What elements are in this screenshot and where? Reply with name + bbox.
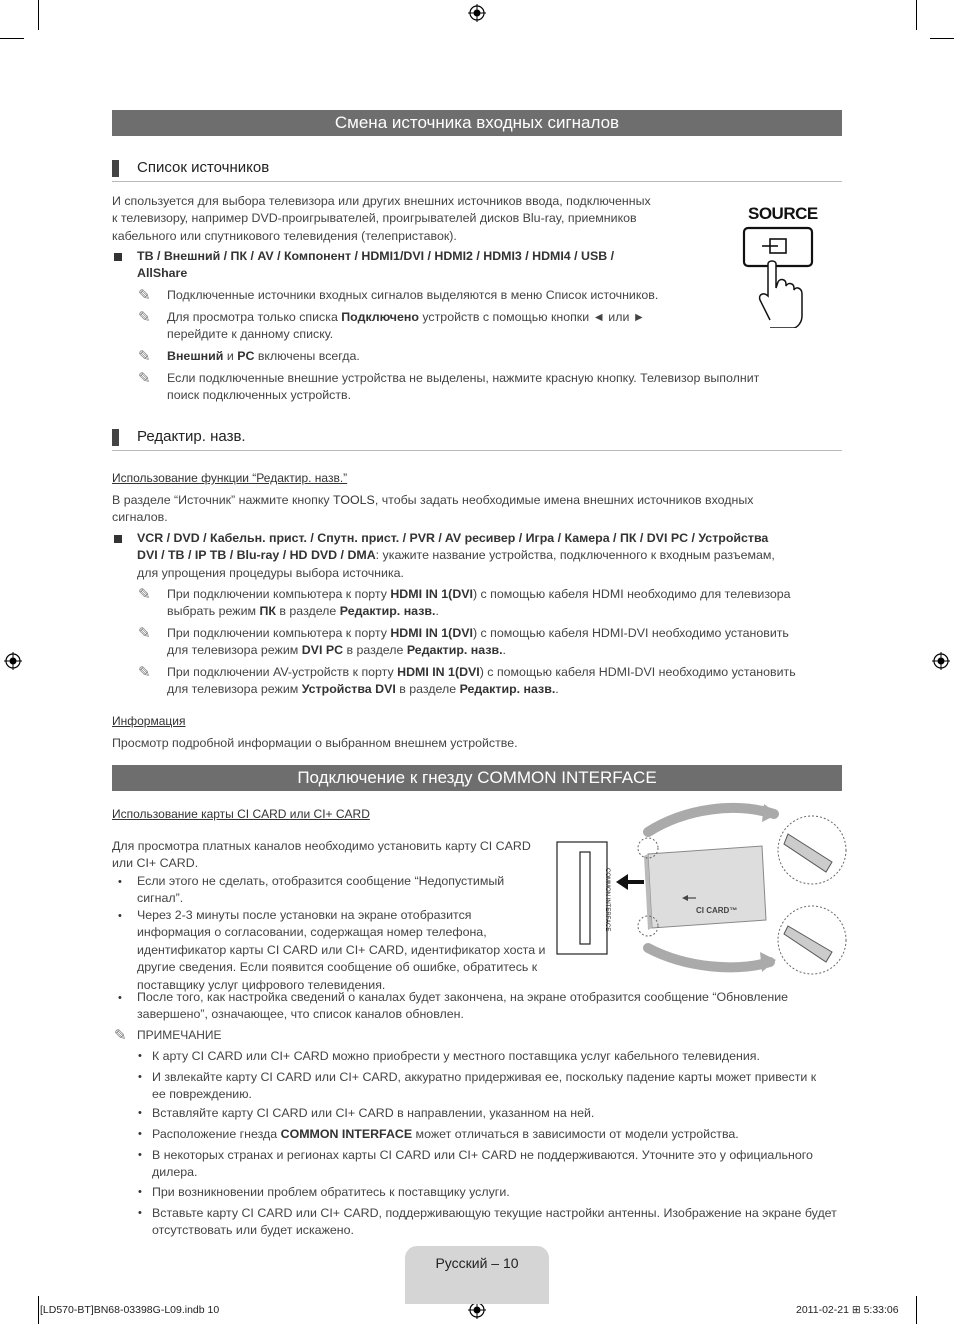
crop-mark — [38, 1296, 39, 1324]
note-text: При подключении компьютера к порту HDMI IN 1(DVI) с помощью кабеля HDMI-DVI необходимо установить для телевизора режим DVI PC в разделе Редактир. назв.. — [167, 626, 789, 658]
note-item: И звлекайте карту CI CARD или CI+ CARD, аккуратно придерживая ее, поскольку падение карты может привести к ее повреждению. — [152, 1070, 817, 1102]
note-text: Если подключенные внешние устройства не выделены, нажмите красную кнопку. Телевизор выполнит поиск подключенных устройств. — [167, 371, 760, 403]
ci-card-label: CI CARD™ — [696, 906, 738, 915]
note-pencil-icon: ✎ — [138, 287, 151, 304]
section-title-input-source: Смена источника входных сигналов — [112, 110, 842, 136]
note-item: При возникновении проблем обратитесь к поставщику услуги. — [152, 1185, 510, 1199]
note-item: Вставьте карту CI CARD или CI+ CARD, поддерживающую текущие настройки антенны. Изображение на экране будет отсутствовать или будет искажено. — [152, 1206, 837, 1238]
bullet-dot: • — [118, 876, 122, 888]
bullet-square — [114, 253, 122, 261]
bullet-dot: • — [138, 1107, 142, 1119]
note-pencil-icon: ✎ — [138, 625, 151, 642]
source-button-hand-icon — [740, 224, 820, 328]
ci-slot-label: COMMON INTERFACE — [604, 868, 610, 932]
print-slug-file: [LD570-BT]BN68-03398G-L09.indb 10 — [40, 1304, 220, 1316]
subheading-text: Редактир. назв. — [137, 428, 246, 445]
note-text: При подключении AV-устройств к порту HDMI IN 1(DVI) с помощью кабеля HDMI-DVI необходимо установить для телевизора режим Устройства DVI в разделе Редактир. назв.. — [167, 665, 796, 697]
note-text: Для просмотра только списка Подключено устройств с помощью кнопки ◄ или ► перейдите к данному списку. — [167, 310, 646, 342]
note-item: К арту CI CARD или CI+ CARD можно приобрести у местного поставщика услуг кабельного телевидения. — [152, 1049, 760, 1063]
subheading-source-list — [112, 159, 842, 182]
note-pencil-icon: ✎ — [138, 309, 151, 326]
crop-mark — [0, 38, 24, 39]
ci-bullet: Через 2-3 минуты после установки на экране отобразится информация о согласовании, содержащая номер телефона, идентификатор карты CI CARD или CI+ CARD, идентификатор хоста и другие сведения. Если появится сообщение об ошибке, обратитесь к поставщику услуг цифрового телевидения. — [137, 908, 546, 992]
ci-bullet: После того, как настройка сведений о каналах будет закончена, на экране отобразится сообщение “Обновление завершено”, означающее, что список каналов обновлен. — [137, 990, 789, 1022]
bullet-dot: • — [118, 910, 122, 922]
source-label: SOURCE — [748, 204, 818, 223]
crop-mark — [38, 0, 39, 30]
print-slug-date: 2011-02-21 ⊞ 5:33:06 — [796, 1304, 899, 1316]
info-text: Просмотр подробной информации о выбранном внешнем устройстве. — [112, 736, 518, 750]
note-pencil-icon: ✎ — [138, 664, 151, 681]
registration-mark-icon — [932, 652, 950, 670]
ci-usage-heading: Использование карты CI CARD или CI+ CARD — [112, 807, 370, 821]
heading-marker — [112, 160, 119, 177]
note-text: Подключенные источники входных сигналов выделяются в меню Список источников. — [167, 288, 659, 302]
note-pencil-icon: ✎ — [114, 1027, 127, 1044]
info-heading: Информация — [112, 714, 186, 728]
note-heading: ПРИМЕЧАНИЕ — [137, 1028, 222, 1042]
source-list-bullet — [137, 248, 614, 283]
note-pencil-icon: ✎ — [138, 586, 151, 603]
usage-paragraph: В разделе “Источник” нажмите кнопку TOOLS, чтобы задать необходимые имена внешних источников входных сигналов. — [112, 493, 754, 525]
crop-mark — [916, 0, 917, 30]
note-item: В некоторых странах и регионах карты CI CARD или CI+ CARD не поддерживаются. Уточните это у официального дилера. — [152, 1148, 813, 1180]
page-number-tab: Русский – 10 — [405, 1246, 549, 1304]
bullet-dot: • — [138, 1149, 142, 1161]
intro-line: И спользуется для выбора телевизора или других внешних источников ввода, подключенных — [112, 194, 651, 208]
subheading-text: Список источников — [137, 159, 270, 176]
crop-mark — [916, 1296, 917, 1324]
note-item: Расположение гнезда COMMON INTERFACE может отличаться в зависимости от модели устройства. — [152, 1127, 739, 1141]
usage-heading: Использование функции “Редактир. назв.” — [112, 471, 348, 485]
ci-intro: Для просмотра платных каналов необходимо установить карту CI CARD или CI+ CARD. — [112, 839, 531, 871]
intro-line: кабельного или спутникового телевидения (телеприставок). — [112, 228, 457, 243]
bullet-dot: • — [138, 1186, 142, 1198]
note-pencil-icon: ✎ — [138, 370, 151, 387]
note-text: При подключении компьютера к порту HDMI IN 1(DVI) с помощью кабеля HDMI необходимо для телевизора выбрать режим ПК в разделе Редактир. назв.. — [167, 587, 791, 619]
registration-mark-icon — [4, 652, 22, 670]
bullet-dot: • — [138, 1207, 142, 1219]
note-text: Внешний и PC включены всегда. — [167, 349, 360, 363]
bullet-dot: • — [138, 1050, 142, 1062]
heading-marker — [112, 429, 119, 446]
bullet-dot: • — [118, 992, 122, 1004]
registration-mark-icon — [468, 4, 486, 22]
note-item: Вставляйте карту CI CARD или CI+ CARD в направлении, указанном на ней. — [152, 1106, 595, 1120]
bullet-dot: • — [138, 1128, 142, 1140]
subheading-edit-name — [112, 428, 842, 451]
intro-line: к телевизору, например DVD-проигрывателей, проигрывателей дисков Blu-ray, приемников — [112, 211, 637, 226]
ci-bullet: Если этого не сделать, отобразится сообщение “Недопустимый сигнал”. — [137, 874, 505, 906]
note-pencil-icon: ✎ — [138, 348, 151, 365]
device-list-bullet: VCR / DVD / Кабельн. прист. / Спутн. прист. / PVR / AV ресивер / Игра / Камера / ПК / DVI PC / Устройства DVI / TB / IP TB / Blu-ray / HD DVD / DMA: укажите название устройства, подключенного к входным разъемам, для упрощения процедуры выбора источника. — [137, 531, 775, 580]
intro-paragraph — [112, 193, 651, 245]
bullet-line: AllShare — [137, 266, 188, 281]
bullet-dot: • — [138, 1071, 142, 1083]
bullet-square — [114, 535, 122, 543]
crop-mark — [930, 38, 954, 39]
section-title-common-interface: Подключение к гнезду COMMON INTERFACE — [112, 765, 842, 791]
bullet-line: ТВ / Внешний / ПК / AV / Компонент / HDMI1/DVI / HDMI2 / HDMI3 / HDMI4 / USB / — [137, 249, 615, 263]
